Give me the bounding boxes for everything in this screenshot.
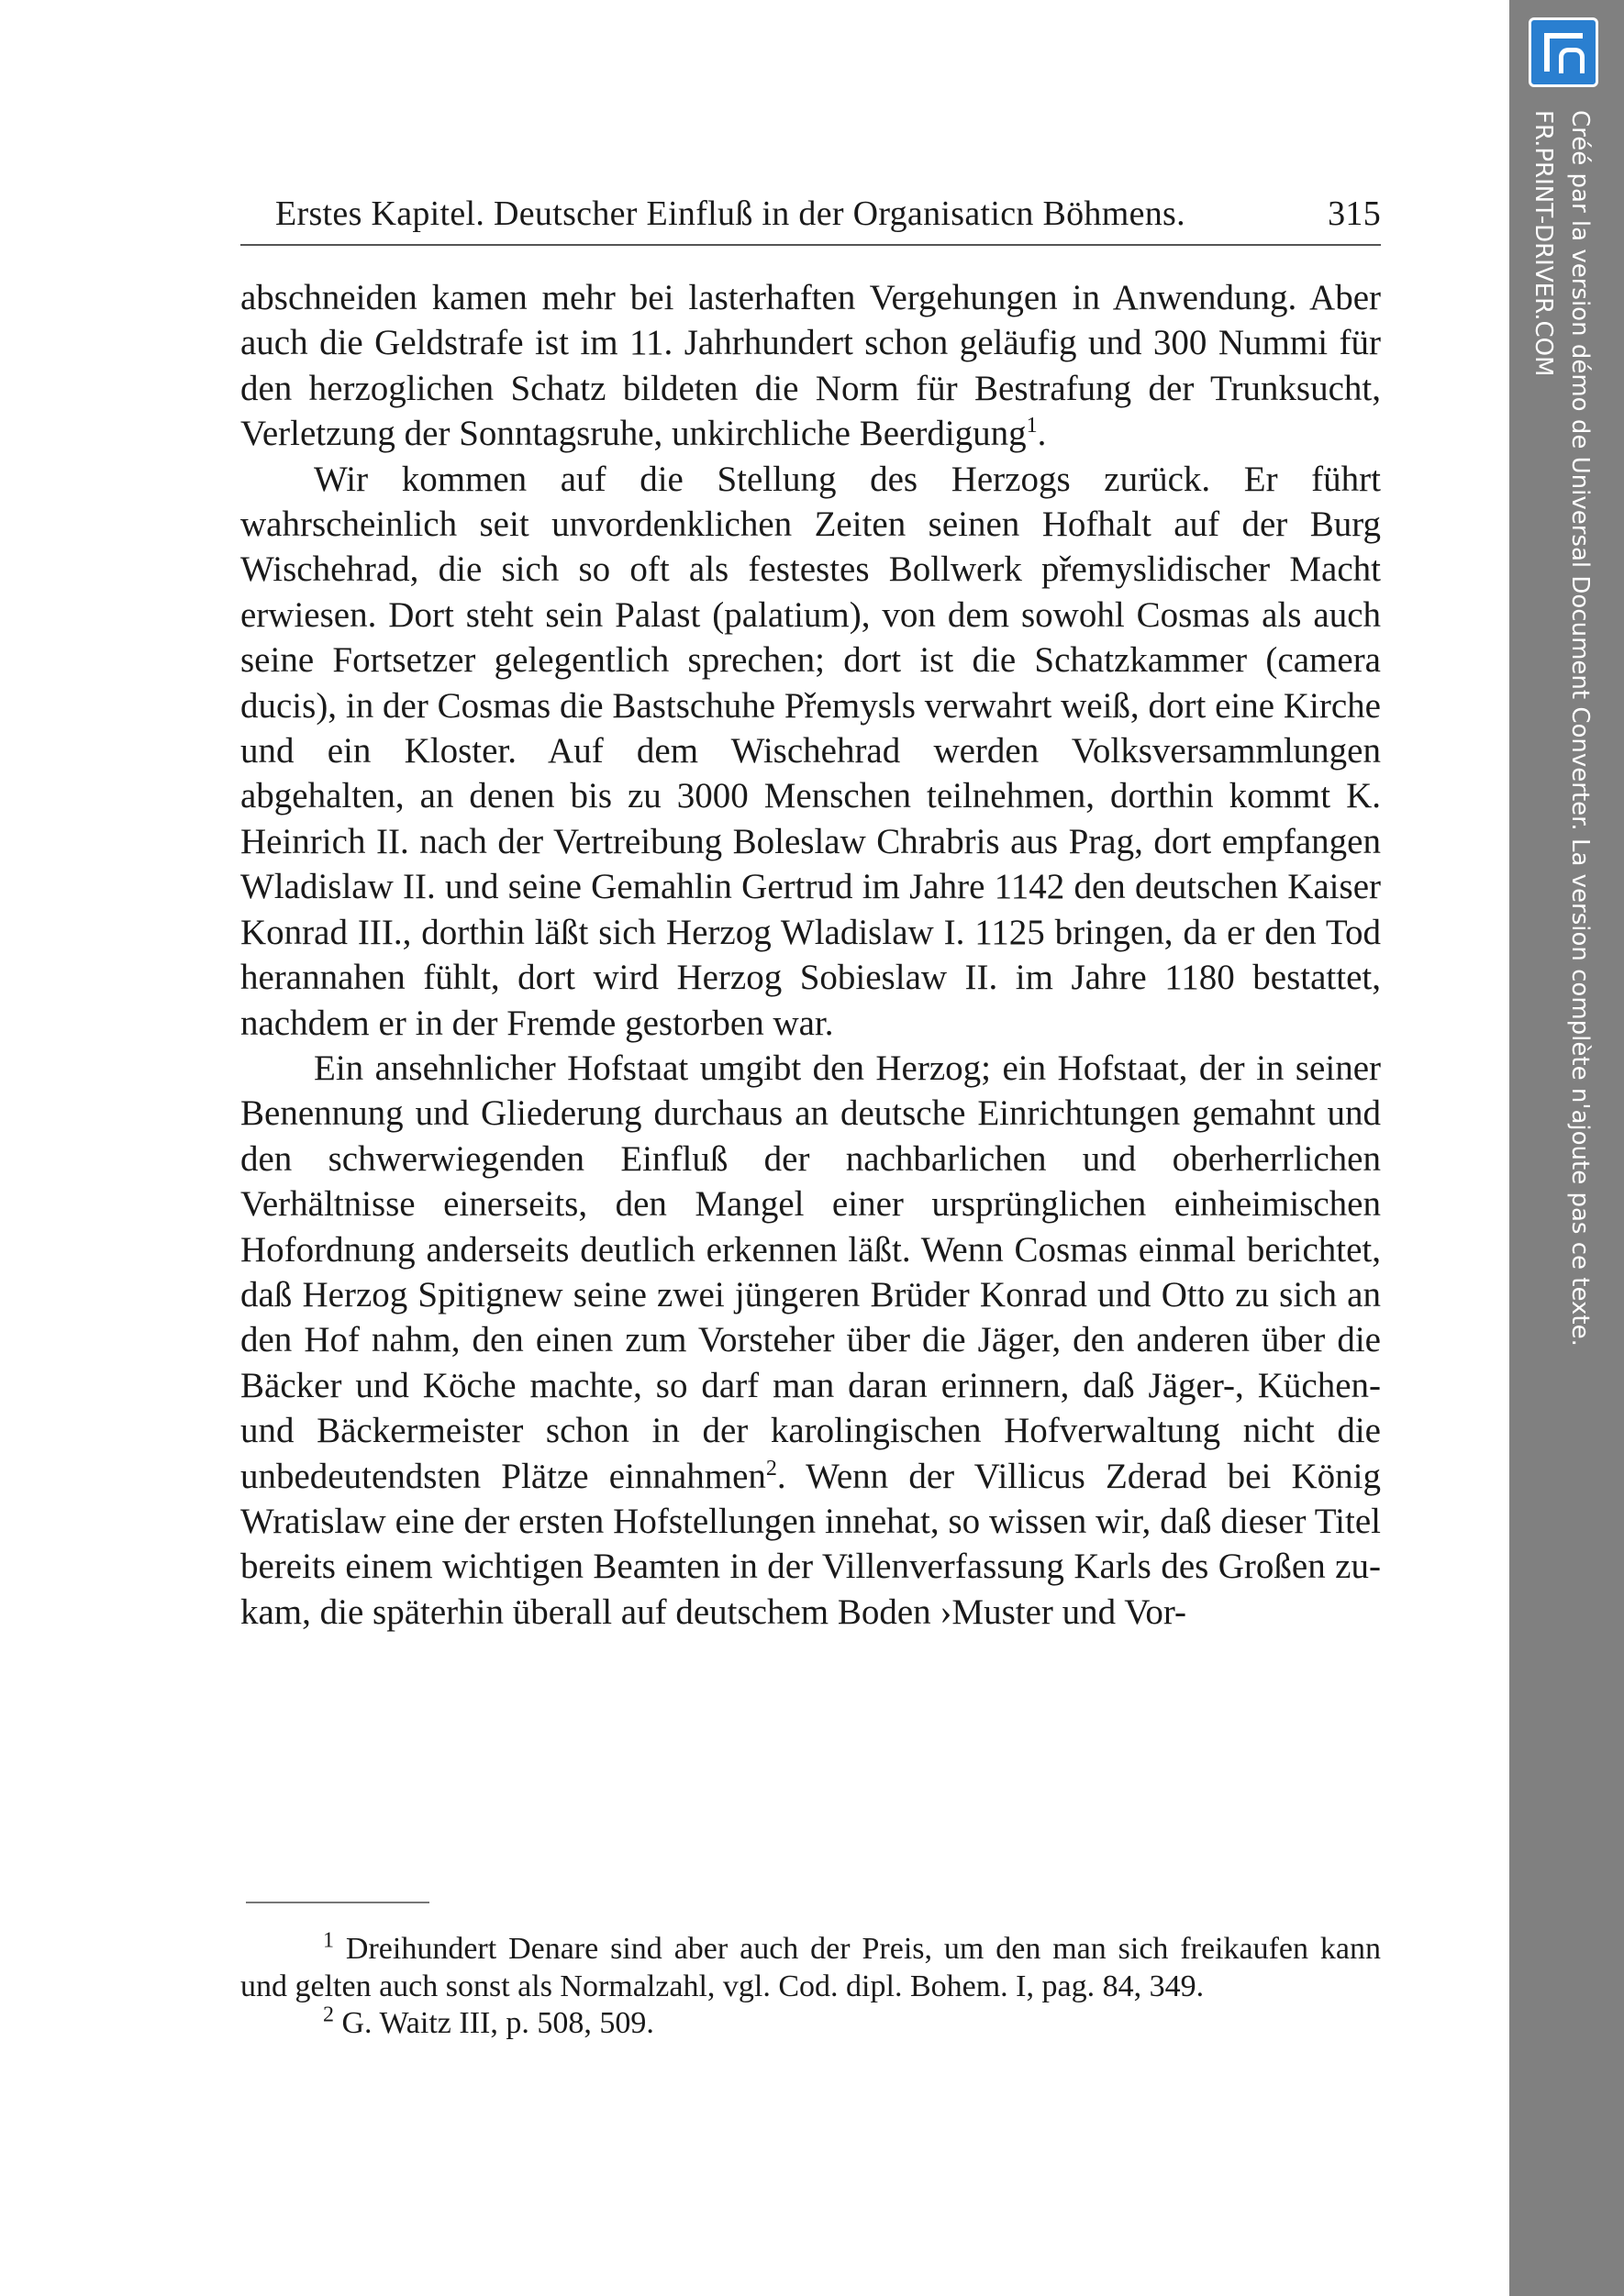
- watermark-link[interactable]: FR.PRINT-DRIVER.COM: [1529, 110, 1557, 377]
- page-number: 315: [1328, 194, 1381, 233]
- running-title: Erstes Kapitel. Deutscher Einfluß in der Organisaticn Böhmens.: [275, 194, 1185, 233]
- paragraph-3: Ein ansehnlicher Hofstaat umgibt den Herzog; ein Hofstaat, der in seiner Benennung und Gliederung durchaus an deutsche Einrichtungen gemahnt und den schwerwiegenden Einfluß der nachbarlichen und oberherrlichen Verhältnisse einerseits, den Mangel einer ursprünglichen einheimischen Hofordnung anderseits deutlich erkennen läßt. Wenn Cosmas einmal berichtet, daß Herzog Spitignew seine zwei jüngeren Brüder Konrad und Otto zu sich an den Hof nahm, den einen zum Vorsteher über die Jäger, den anderen über die Bäcker und Köche machte, so darf man daran erinnern, daß Jäger-, Küchen- und Bäckermeister schon in der karolingischen Hofverwaltung nicht die unbedeutendsten Plätze einnahmen$^2$. Wenn der Villicus Zderad bei König Wratislaw eine der ersten Hofstellungen innehat, so wissen wir, daß dieser Titel bereits einem wichtigen Beamten in der Villenverfassung Karls des Großen zukam, die späterhin überall auf deutschem Boden ›Muster und Vor-: [240, 1048, 1381, 1632]
- header-rule: [240, 244, 1381, 246]
- footnote-ref-1: 1: [1026, 414, 1038, 438]
- paragraph-2: Wir kommen auf die Stellung des Herzogs zurück. Er führt wahrscheinlich seit unvordenklichen Zeiten seinen Hofhalt auf der Burg Wischehrad, die sich so oft als festestes Bollwerk přemyslidischer Macht erwiesen. Dort steht sein Palast (palatium), von dem sowohl Cosmas als auch seine Fortsetzer gelegentlich sprechen; dort ist die Schatzkammer (camera ducis), in der Cosmas die Bastschuhe Přemysls verwahrt weiß, dort eine Kirche und ein Kloster. Auf dem Wischehrad werden Volksversammlungen abgehalten, an denen bis zu 3000 Menschen teilnehmen, dorthin kommt K. Heinrich II. nach der Vertreibung Boleslaw Chrabris aus Prag, dort empfangen Wladislaw II. und seine Gemahlin Gertrud im Jahre 1142 den deutschen Kaiser Konrad III., dorthin läßt sich Herzog Wladislaw I. 1125 bringen, da er den Tod herannahen fühlt, dort wird Herzog Sobieslaw II. im Jahre 1180 bestattet, nachdem er in der Fremde gestorben war.: [240, 459, 1381, 1043]
- footnote-2: $^2$ G. Waitz III, p. 508, 509.: [323, 2002, 654, 2040]
- footnotes: [240, 1928, 1381, 2043]
- footnote-1: $^1$ Dreihundert Denare sind aber auch der Preis, um den man sich freikaufen kann und gelten auch sonst als Normalzahl, vgl. Cod. dipl. Bohem. I, pag. 84, 349.: [240, 1928, 1381, 2003]
- paragraph-1: abschneiden kamen mehr bei lasterhaften Vergehungen in Anwendung. Aber auch die Geldstrafe ist im 11. Jahrhundert schon geläufig und 300 Nummi für den herzoglichen Schatz bildeten die Norm für Bestrafung der Trunksucht, Verletzung der Sonntagsruhe, unkirchliche Beerdigung$^1$.: [240, 278, 1381, 454]
- running-header: [275, 193, 1381, 235]
- footnote-rule: [246, 1902, 429, 1903]
- footnote-ref-2: 2: [765, 1456, 777, 1481]
- watermark-text: Créé par la version démo de Universal Document Converter. La version complète n'ajoute pas ce texte.: [1566, 110, 1594, 1347]
- body-text: [240, 275, 1381, 1635]
- udc-logo-icon: [1529, 17, 1598, 87]
